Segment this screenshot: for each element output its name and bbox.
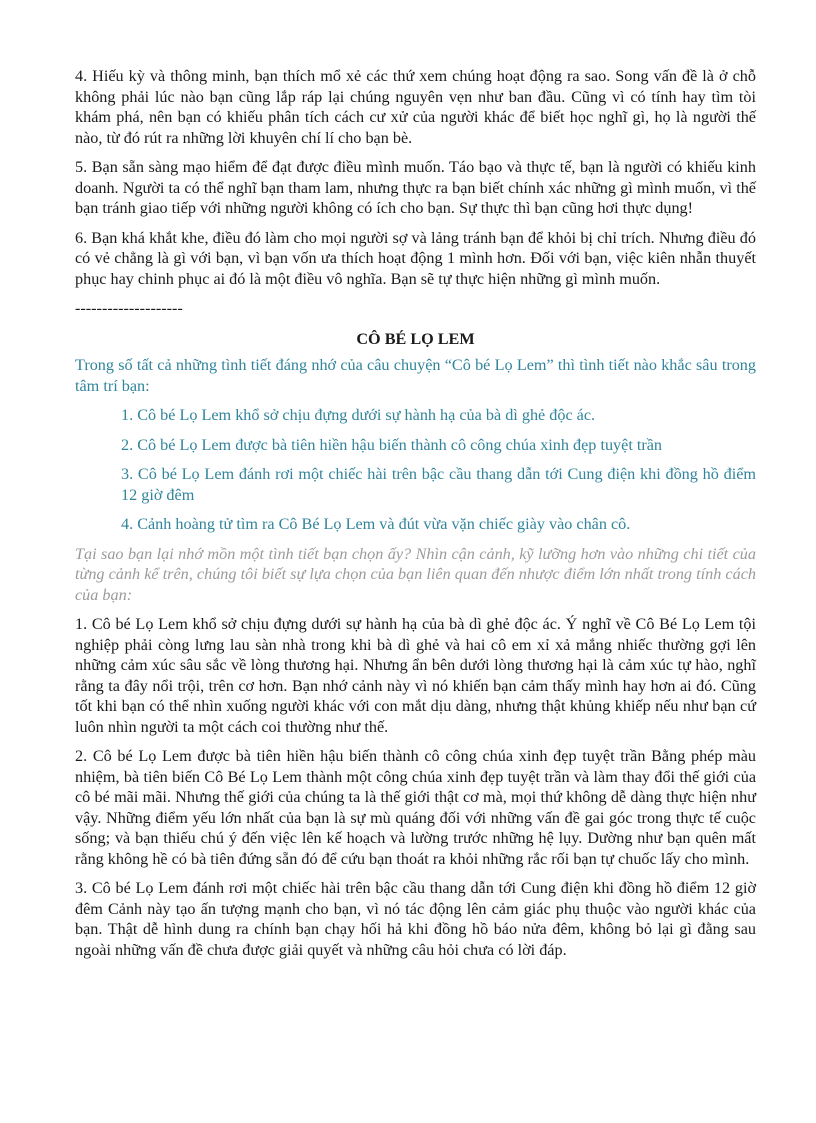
personality-paragraph-6: 6. Bạn khá khắt khe, điều đó làm cho mọi người sợ và lảng tránh bạn để khỏi bị chỉ trích. Nhưng điều đó có vẻ chẳng là gì với bạn, vì bạn vốn ưa thích hoạt động 1 mình hơn. Đối với bạn, việc kiên nhẫn thuyết phục hay chinh phục ai đó là một điều vô nghĩa. Bạn sẽ tự thực hiện những gì mình muốn. bbox=[75, 228, 756, 288]
quiz-option-1: 1. Cô bé Lọ Lem khổ sở chịu đựng dưới sự hành hạ của bà dì ghẻ độc ác. bbox=[121, 406, 596, 424]
answer-paragraph-3: 3. Cô bé Lọ Lem đánh rơi một chiếc hài trên bậc cầu thang dẫn tới Cung điện khi đồng hồ điểm 12 giờ đêm Cảnh này tạo ấn tượng mạnh cho bạn, vì nó tác động lên cảm giác phụ thuộc vào người khác của bạn. Thật dễ hình dung ra chính bạn chạy hối hả khi đồng hồ báo nửa đêm, không bỏ lại gì đằng sau ngoài những vấn đề chưa được giải quyết và những câu hỏi chưa có lời đáp. bbox=[75, 879, 756, 959]
quiz-option-2: 2. Cô bé Lọ Lem được bà tiên hiền hậu biến thành cô công chúa xinh đẹp tuyệt trần bbox=[121, 435, 663, 454]
personality-paragraph-5: 5. Bạn sẵn sàng mạo hiểm để đạt được điều mình muốn. Táo bạo và thực tế, bạn là người có khiếu kinh doanh. Người ta có thể nghĩ bạn tham lam, nhưng thực ra bạn biết chính xác những gì mình muốn, vì thế bạn tránh giao tiếp với những người không có ích cho bạn. Sự thực thì bạn cũng hơi thực dụng! bbox=[75, 158, 756, 217]
section-title: CÔ BÉ LỌ LEM bbox=[356, 329, 475, 348]
answer-paragraph-2: 2. Cô bé Lọ Lem được bà tiên hiền hậu biến thành cô công chúa xinh đẹp tuyệt trần Bằng phép màu nhiệm, bà tiên biến Cô Bé Lọ Lem thành một công chúa xinh đẹp tuyệt trần và làm thay đổi thế giới của cô bé mãi mãi. Nhưng thế giới của chúng ta là thế giới thật cơ mà, mọi thứ không dễ dàng thực hiện như vậy. Những điểm yếu lớn nhất của bạn là sự mù quáng đối với những vấn đề gai góc trong thực tế cuộc sống; và bạn thiếu chú ý đến việc lên kế hoạch và lường trước những hệ lụy. Dường như bạn quên mất rằng không hề có bà tiên đứng sẵn đó để cứu bạn thoát ra khỏi những rắc rối bạn tự chuốc lấy cho mình. bbox=[75, 747, 756, 868]
answer-paragraph-1: 1. Cô bé Lọ Lem khổ sở chịu đựng dưới sự hành hạ của bà dì ghẻ độc ác. Ý nghĩ về Cô Bé Lọ Lem tội nghiệp phải còng lưng lau sàn nhà trong khi bà dì ghẻ và hai cô em xỉ xả mắng nhiếc thường gợi lên những cảm xúc sâu sắc về lòng thương hại. Nhưng ẩn bên dưới lòng thương hại là cảm xúc tự hào, nghĩ rằng ta đây nổi trội, trên cơ hơn. Bạn nhớ cảnh này vì nó khiến bạn cảm thấy mình hay hơn ai đó. Cũng tốt khi bạn có thể nhìn xuống người khác với con mắt dịu dàng, nhưng thật khủng khiếp nếu như bạn cứ luôn nhìn người ta một cách coi thường như thế. bbox=[75, 615, 756, 736]
quiz-option-4: 4. Cảnh hoàng tử tìm ra Cô Bé Lọ Lem và đút vừa vặn chiếc giày vào chân cô. bbox=[121, 515, 631, 533]
quiz-question: Trong số tất cả những tình tiết đáng nhớ của câu chuyện “Cô bé Lọ Lem” thì tình tiết nào khắc sâu trong tâm trí bạn: bbox=[75, 356, 756, 395]
personality-paragraph-4: 4. Hiếu kỳ và thông minh, bạn thích mổ xẻ các thứ xem chúng hoạt động ra sao. Song vấn đề là ở chỗ không phải lúc nào bạn cũng lắp ráp lại chúng nguyên vẹn như ban đầu. Cũng vì có tính hay tìm tòi khám phá, nên bạn có khiếu phân tích cách cư xử của người khác để biết học nghĩ gì, họ là người thế nào, từ đó rút ra những lời khuyên chí lí cho bạn bè. bbox=[75, 67, 756, 147]
explanation-intro: Tại sao bạn lại nhớ mồn một tình tiết bạn chọn ấy? Nhìn cận cảnh, kỹ lưỡng hơn vào những chi tiết của từng cảnh kể trên, chúng tôi biết sự lựa chọn của bạn liên quan đến nhược điểm lớn nhất trong tính cách của bạn: bbox=[75, 544, 756, 604]
section-separator: -------------------- bbox=[75, 299, 183, 317]
quiz-option-3: 3. Cô bé Lọ Lem đánh rơi một chiếc hài trên bậc cầu thang dẫn tới Cung điện khi đồng hồ điểm 12 giờ đêm bbox=[121, 465, 756, 504]
